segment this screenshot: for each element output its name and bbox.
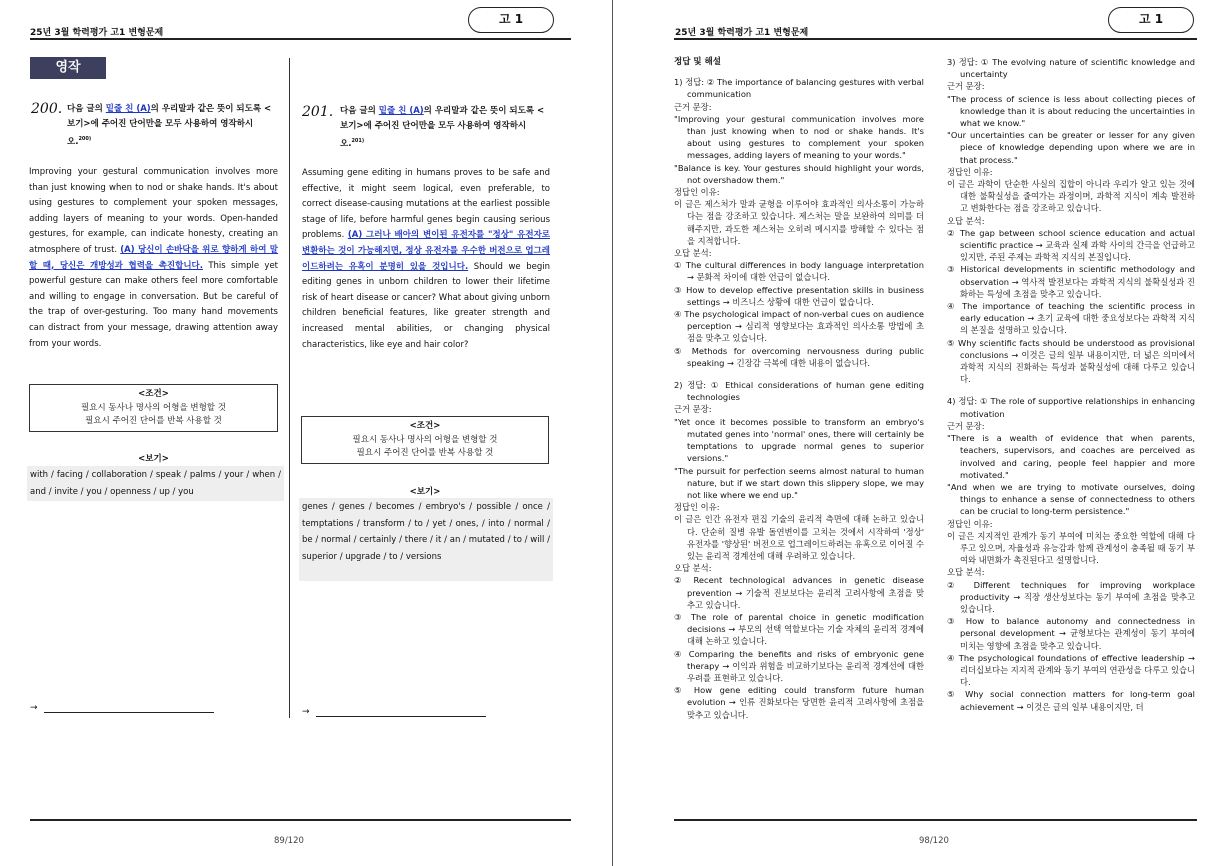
answer-line-text: 이 글은 인간 유전자 편집 기술의 윤리적 측면에 대해 논하고 있습니다. 단순히 질병 유발 돌연변이를 고치는 것에서 시작하여 '정상' 유전자를 '향상된' 버전으로 업그레이드하려는 유혹으로 이어질 수 있는 윤리적 경계선에 대해 우려하고 있습니다. — [674, 514, 924, 561]
question-passage: Improving your gestural communication involves more than just knowing when to nod or shake hands. It's about using gestures to complement your spoken messages, adding layers of meaning to your words. Open-handed gestures, for example, can indicate honesty, creating an atmosphere of trust. (A) 당신이 손바닥을 위로 향하게 하여 말할 때, 당신은 개방성과 협력을 촉진합니다. This simple yet powerful gesture can make others feel more comfortable and willing to engage in conversation. But be careful of the trap of over-gesturing. Too many hand movements can distract from your message, drawing attention away from your words. — [29, 167, 279, 349]
answer-line-text: ③ The role of parental choice in genetic modification decisions → 부모의 선택 역할보다는 기술 자체의 윤리적 경계에 대해 논하고 있습니다. — [674, 611, 924, 647]
answer-line-text: 이 글은 제스처가 말과 균형을 이루어야 효과적인 의사소통이 가능하다는 점을 강조하고 있습니다. 제스처는 말을 보완하여 의미를 더해주지만, 과도한 제스처는 오히려 메시지를 방해할 수 있다는 점을 지적합니다. — [674, 199, 924, 246]
answer-line-text: "And when we are trying to motivate ourselves, doing things to enhance a sense of connectedness to others can be crucial to long-term persistence." — [947, 481, 1195, 517]
answer-line-text: "The pursuit for perfection seems almost natural to human nature, but if we start down this slippery slope, we may not like where we end up." — [674, 465, 924, 500]
page-number: 89/120 — [274, 836, 304, 846]
answer-line-text: ④ Comparing the benefits and risks of embryonic gene therapy → 이익과 위험을 비교하기보다는 윤리적 경계선에 대한 우려를 표현하고 있습니다. — [674, 648, 924, 683]
answer-line-text: ④ The psychological foundations of effective leadership → 리더십보다는 지지적 관계와 동기 부여의 연관성을 다루고 있습니다. — [947, 652, 1195, 688]
answer-line-text: "Improving your gestural communication involves more than just knowing when to nod or shake hands. It's about using gestures to complement your spoken messages, adding layers of meaning to your words." — [674, 113, 924, 161]
page-number: 98/120 — [919, 836, 949, 846]
answer-line-text: "Yet once it becomes possible to transform an embryo's mutated genes into 'normal' ones, there will certainly be temptations to upgrade normal genes to superior versions." — [674, 416, 924, 464]
answer-line[interactable]: → — [30, 703, 214, 713]
section-tag: 영작 — [30, 57, 106, 79]
conditions-box: <조건> 필요시 동사나 명사의 어형을 변형할 것 필요시 주어진 단어를 반복 사용할 것 — [29, 384, 278, 432]
answer-line-text: ⑤ Why scientific facts should be understood as provisional conclusions → 이것은 글의 일부 내용이지만, 더 넓은 의미에서 과학적 지식의 진화하는 특성과 불확실성에 대해 다루고 있습니다. — [947, 337, 1195, 385]
answers-column-right — [947, 56, 1195, 713]
footer-rule — [30, 819, 571, 821]
answer-line-text: 2) 정답: ① Ethical considerations of human gene editing technologies — [674, 380, 924, 403]
spacer — [947, 385, 1195, 395]
answer-line-text: 3) 정답: ① The evolving nature of scientific knowledge and uncertainty — [947, 57, 1195, 80]
question-passage: Assuming gene editing in humans proves to be safe and effective, it might seem logical, even preferable, to correct disease-causing mutations at the earliest possible stage of life, before harmful genes begin causing serious problems. (A) 그러나 배아의 변이된 유전자를 "정상" 유전자로 변환하는 것이 가능해지면, 정상 유전자를 우수한 버전으로 업그레이드하려는 유혹이 분명히 있을 것입니다. Should we begin editing genes in unborn children to lower their lifetime risk of heart disease or cancer? What about giving unborn children beneficial features, like greater strength and increased mental abilities, or changing physical characteristics, like eye and hair color? — [302, 168, 551, 350]
footer-rule — [674, 819, 1197, 821]
answer-line-text: ⑤ Methods for overcoming nervousness during public speaking → 긴장감 극복에 대한 내용이 없습니다. — [674, 345, 924, 368]
answer-line-text: "The process of science is less about collecting pieces of knowledge than it is about reducing the uncertainties in what we know." — [947, 93, 1195, 129]
answer-line-text: 오답 분석: — [674, 563, 712, 574]
bogi-title: <보기> — [138, 454, 169, 464]
left-page — [0, 0, 612, 866]
answer-line-text: ③ How to develop effective presentation skills in business settings → 비즈니스 상황에 대한 언급이 없습니다. — [674, 284, 924, 307]
answer-line-text: ② The gap between school science education and actual scientific practice → 교육과 실제 과학 사이의 간극을 언급하고 있지만, 주된 주제는 과학적 지식의 본질입니다. — [947, 227, 1195, 263]
answer-line-text: ③ How to balance autonomy and connectedness in personal development → 균형보다는 관계성이 동기 부여에 미치는 영향에 초점을 맞추고 있습니다. — [947, 616, 1195, 651]
answer-line-text: ④ The psychological impact of non-verbal cues on audience perception → 심리적 영향보다는 효과적인 의사소통 방법에 초점을 맞추고 있습니다. — [674, 309, 924, 344]
answer-line-text: ⑤ How gene editing could transform future human evolution → 인류 진화보다는 당면한 윤리적 고려사항에 초점을 맞추고 있습니다. — [674, 685, 924, 720]
answer-line[interactable]: → — [302, 707, 486, 717]
right-page — [614, 0, 1230, 866]
conditions-box: <조건> 필요시 동사나 명사의 어형을 변형할 것 필요시 주어진 단어를 반복 사용할 것 — [301, 416, 549, 464]
page-header: 25년 3월 학력평가 고1 변형문제 — [675, 28, 809, 38]
answer-line-text: "Our uncertainties can be greater or lesser for any given piece of knowledge depending upon where we are in that process." — [947, 130, 1195, 165]
header-rule — [30, 38, 571, 40]
answer-line-text: 오답 분석: — [947, 567, 985, 578]
word-bank: with / facing / collaboration / speak / palms / your / when / and / invite / you / openness / up / you — [27, 466, 284, 501]
answer-line-text: 오답 분석: — [674, 248, 712, 259]
answer-line-text: 근거 문장: — [947, 81, 985, 92]
column-divider — [289, 58, 290, 718]
answer-line-text: 근거 문장: — [947, 420, 985, 431]
answer-line-text: ② Different techniques for improving workplace productivity → 직장 생산성보다는 동기 부여에 초점을 맞추고 있습니다. — [947, 579, 1195, 614]
question-title: 다음 글의 밑줄 친 (A)의 우리말과 같은 뜻이 되도록 <보기>에 주어진 단어만을 모두 사용하여 영작하시오.$^{201)}$ — [340, 106, 545, 149]
answer-line-text: "There is a wealth of evidence that when parents, teachers, supervisors, and coaches are perceived as involved and caring, people feel happier and more motivated." — [947, 433, 1195, 480]
answer-line-text: 4) 정답: ① The role of supportive relationships in enhancing motivation — [947, 396, 1195, 419]
grade-badge: 고 1 — [1108, 7, 1194, 33]
answer-line-text: ③ Historical developments in scientific methodology and observation → 역사적 발전보다는 과학적 지식의 불확실성과 진화하는 특성에 초점을 맞추고 있습니다. — [947, 264, 1195, 299]
answer-line-text: "Balance is key. Your gestures should highlight your words, not overshadow them." — [674, 162, 924, 185]
answers-title: 정답 및 해설 — [674, 57, 721, 67]
answer-line-text: 이 글은 과학이 단순한 사실의 집합이 아니라 우리가 알고 있는 것에 대한 불확실성을 줄여가는 과정이며, 과학적 지식이 계속 발전하고 변화한다는 점을 강조하고 있습니다. — [947, 179, 1195, 214]
question-number: 200. — [31, 101, 63, 117]
answers-column-left — [674, 56, 924, 721]
answer-line-text: 이 글은 지지적인 관계가 동기 부여에 미치는 중요한 역할에 대해 다루고 있으며, 자율성과 유능감과 함께 관계성이 충족될 때 동기 부여와 내면화가 촉진된다고 설명합니다. — [947, 530, 1195, 566]
answer-line-text: 정답인 이유: — [947, 166, 993, 177]
answer-line-text: 오답 분석: — [947, 215, 985, 226]
answer-line-text: 근거 문장: — [674, 101, 712, 112]
page-header: 25년 3월 학력평가 고1 변형문제 — [30, 28, 164, 38]
answer-line-text: ⑤ Why social connection matters for long-term goal achievement → 이것은 글의 일부 내용이지만, 더 — [947, 689, 1195, 712]
answer-line-text: 정답인 이유: — [674, 502, 720, 513]
answer-line-text: 근거 문장: — [674, 404, 712, 415]
header-rule — [674, 38, 1197, 40]
answer-line-text: ① The cultural differences in body language interpretation → 문화적 차이에 대한 언급이 없습니다. — [674, 260, 924, 283]
answer-line-text: 정답인 이유: — [947, 518, 993, 529]
answer-line-text: ② Recent technological advances in genetic disease prevention → 기술적 진보보다는 윤리적 고려사항에 초점을 맞추고 있습니다. — [674, 575, 924, 610]
word-bank: genes / genes / becomes / embryo's / possible / once / temptations / transform / to / yet / ones, / into / normal / be / normal / certainly / there / it / an / mutated / to / will / superior / upgrade / to / versions — [299, 498, 553, 581]
grade-badge: 고 1 — [468, 7, 554, 33]
answer-line-text: 정답인 이유: — [674, 187, 720, 198]
question-title: 다음 글의 밑줄 친 (A)의 우리말과 같은 뜻이 되도록 <보기>에 주어진 단어만을 모두 사용하여 영작하시오.$^{200)}$ — [67, 104, 272, 147]
question-number: 201. — [302, 104, 334, 120]
answer-line-text: ④ The importance of teaching the scientific process in early education → 초기 교육에 대한 중요성보다는 과학적 지식의 본질을 설명하고 있습니다. — [947, 301, 1195, 336]
bogi-title: <보기> — [409, 487, 441, 497]
answer-line-text: 1) 정답: ② The importance of balancing gestures with verbal communication — [674, 77, 924, 100]
spacer — [674, 369, 924, 379]
